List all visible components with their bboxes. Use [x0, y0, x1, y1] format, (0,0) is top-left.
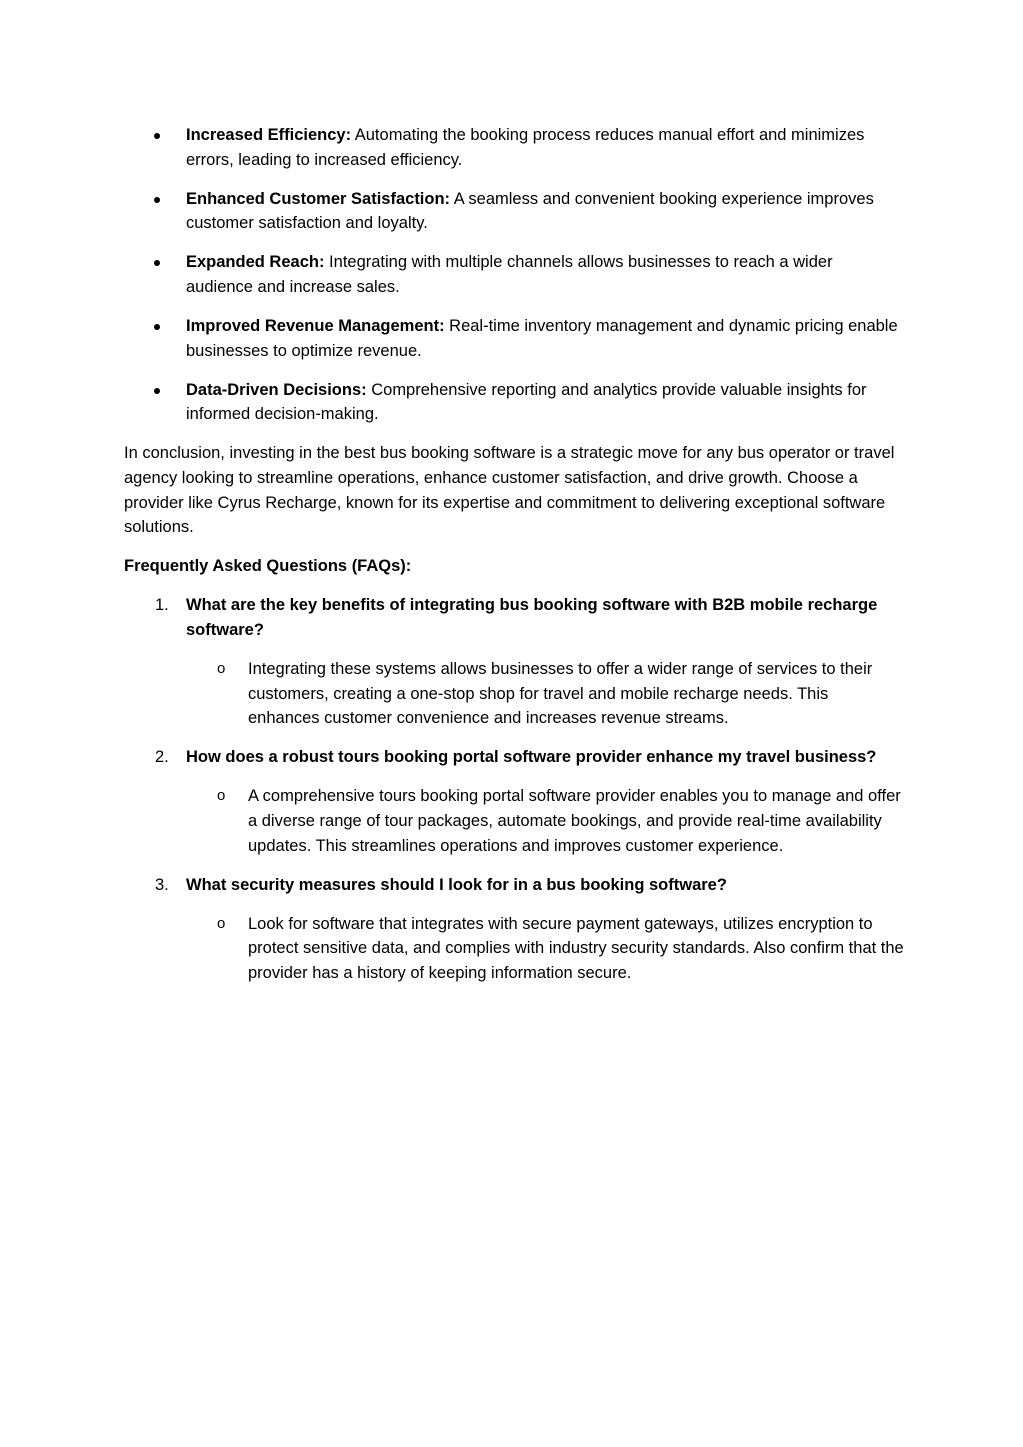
- bullet-icon: [154, 133, 160, 139]
- bullet-title: Improved Revenue Management:: [186, 317, 445, 336]
- faq-list: [124, 593, 904, 985]
- list-item: [124, 187, 904, 236]
- faq-answer-text: Integrating these systems allows businesses to offer a wider range of services to their customers, creating a one-stop shop for travel and mobile recharge needs. This enhances customer convenience and increases revenue streams.: [248, 660, 873, 728]
- faq-answer: [186, 912, 904, 986]
- faq-item: [124, 593, 904, 730]
- faq-heading: Frequently Asked Questions (FAQs):: [124, 557, 412, 576]
- document-body: [124, 123, 904, 1000]
- list-item: [124, 378, 904, 427]
- bullet-text: Automating the booking process reduces manual effort and minimizes errors, leading to increased efficiency.: [186, 126, 865, 169]
- faq-answer-text: A comprehensive tours booking portal software provider enables you to manage and offer a diverse range of tour packages, automate bookings, and provide real-time availability updates. This streamlines operations and improves customer experience.: [248, 787, 901, 855]
- faq-answer: [186, 657, 904, 731]
- conclusion-paragraph: In conclusion, investing in the best bus booking software is a strategic move for any bus operator or travel agency looking to streamline operations, enhance customer satisfaction, and drive growth. Choose a provider like Cyrus Recharge, known for its expertise and commitment to delivering exceptional software solutions.: [124, 444, 895, 537]
- faq-number: 1.: [155, 596, 169, 615]
- bullet-icon: [154, 197, 160, 203]
- bullet-icon: [154, 388, 160, 394]
- bullet-text: A seamless and convenient booking experience improves customer satisfaction and loyalty.: [186, 189, 874, 233]
- faq-number: 2.: [155, 748, 169, 767]
- faq-item: [124, 873, 904, 986]
- bullet-icon: [154, 324, 160, 330]
- list-item: [124, 123, 904, 172]
- circle-bullet-icon: o: [217, 660, 226, 678]
- faq-number: 3.: [155, 875, 169, 894]
- benefits-list: [124, 123, 904, 427]
- circle-bullet-icon: o: [217, 787, 226, 805]
- bullet-text: Integrating with multiple channels allows businesses to reach a wider audience and increase sales.: [186, 253, 833, 296]
- faq-item: [124, 745, 904, 858]
- bullet-title: Increased Efficiency:: [186, 126, 352, 144]
- faq-question: How does a robust tours booking portal software provider enhance my travel business?: [186, 748, 877, 767]
- bullet-icon: [154, 260, 160, 266]
- faq-answer-text: Look for software that integrates with secure payment gateways, utilizes encryption to protect sensitive data, and complies with industry security standards. Also confirm that the provider has a history of keeping information secure.: [248, 914, 904, 983]
- faq-question: What security measures should I look for in a bus booking software?: [186, 875, 727, 894]
- list-item: [124, 314, 904, 363]
- circle-bullet-icon: o: [217, 914, 226, 932]
- bullet-title: Enhanced Customer Satisfaction:: [186, 189, 451, 208]
- bullet-title: Expanded Reach:: [186, 253, 325, 272]
- list-item: [124, 250, 904, 299]
- faq-answer: [186, 784, 904, 858]
- faq-question: What are the key benefits of integrating bus booking software with B2B mobile recharge software?: [186, 596, 878, 639]
- bullet-title: Data-Driven Decisions:: [186, 380, 367, 399]
- bullet-text: Comprehensive reporting and analytics provide valuable insights for informed decision-making.: [186, 380, 867, 424]
- bullet-text: Real-time inventory management and dynamic pricing enable businesses to optimize revenue.: [186, 317, 898, 360]
